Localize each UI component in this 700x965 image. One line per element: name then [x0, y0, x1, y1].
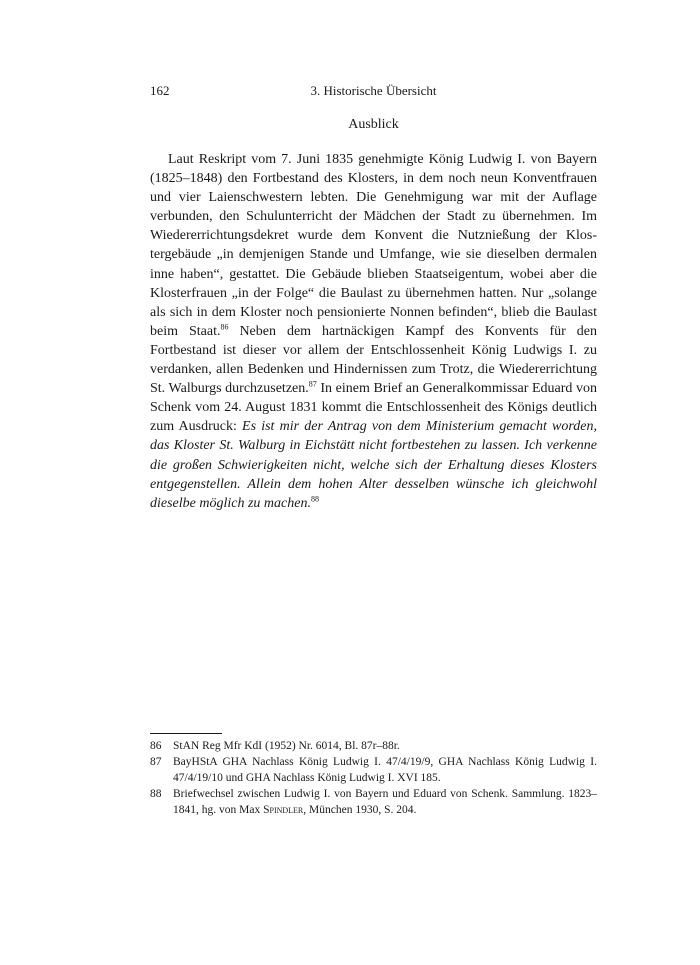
footnote-text-before: Briefwechsel zwischen Ludwig I. von Bayern und Eduard von Schenk. Sammlung. 1823–1841, hg. von Max	[173, 788, 597, 816]
footnote-number: 88	[150, 788, 162, 800]
page-header	[150, 83, 597, 103]
footnote-text: BayHStA GHA Nachlass König Ludwig I. 47/4/19/9, GHA Nachlass König Ludwig I. 47/4/19/10 und GHA Nachlass König Ludwig I. XVI 185.	[173, 756, 597, 784]
footnote-86	[150, 738, 597, 754]
footnote-text: StAN Reg Mfr KdI (1952) Nr. 6014, Bl. 87r–88r.	[173, 740, 400, 752]
footnote-ref-87[interactable]: 87	[308, 379, 317, 389]
footnote-author: Spindler	[263, 804, 304, 816]
running-head: 3. Historische Übersicht	[310, 83, 437, 98]
footnotes	[150, 738, 597, 818]
body-paragraph	[150, 150, 597, 513]
body-text-3: In einem Brief an Generalkommissar Eduard von Schenk vom 24. August 1831 kommt die Entschlossenheit des Königs deutlich zum Ausdruck:	[150, 381, 598, 435]
body-text-1: Laut Reskript vom 7. Juni 1835 genehmigte König Ludwig I. von Bayern (1825–1848) den Fortbestand des Klosters, in dem noch neun Konventfrauen und vier Laienschwestern lebten. Die Genehmigung war mit der Auflage verbunden, den Schulunterricht der Mädchen der Stadt zu übernehmen. Im Wiedererrichtungsdekret wurde dem Konvent die Nutznießung der Klostergebäude „in demjenigen Stande und Umfange, wie sie dieselben dermalen inne haben“, gestattet. Die Gebäude blieben Staatseigentum, wobei aber die Klosterfrauen „in der Folge“ die Baulast zu übernehmen hatten. Nur „solange als sich in dem Kloster noch pensionierte Nonnen befinden“, blieb die Baulast beim Staat.	[150, 152, 597, 339]
footnote-separator	[150, 733, 222, 734]
footnote-number: 86	[150, 740, 162, 752]
footnote-88	[150, 786, 597, 818]
page-number: 162	[150, 83, 170, 98]
section-heading: Ausblick	[348, 117, 399, 132]
footnote-text-after: , München 1930, S. 204.	[303, 804, 417, 816]
footnote-text	[173, 788, 597, 816]
body-text-2: Neben dem hartnäckigen Kampf des Konvents für den Fortbestand ist dieser vor allem der Entschlossenheit König Ludwigs I. zu verdanken, allen Bedenken und Hindernissen zum Trotz, die Wiedererrichtung St. Walburgs durchzusetzen.	[150, 323, 597, 397]
footnote-number: 87	[150, 756, 162, 768]
letter-quote: Es ist mir der Antrag von dem Ministerium gemacht worden, das Kloster St. Walburg in Eichstätt nicht fortbestehen zu lassen. Ich verkenne die großen Schwierigkeiten nicht, welche sich der Erhaltung dieses Klosters entgegenstellen. Allein dem hohen Alter desselben wünsche ich gleichwohl dieselbe möglich zu machen.	[150, 419, 597, 511]
footnote-ref-88[interactable]: 88	[310, 494, 319, 504]
footnote-ref-86[interactable]: 86	[220, 322, 229, 332]
footnote-87	[150, 754, 597, 786]
